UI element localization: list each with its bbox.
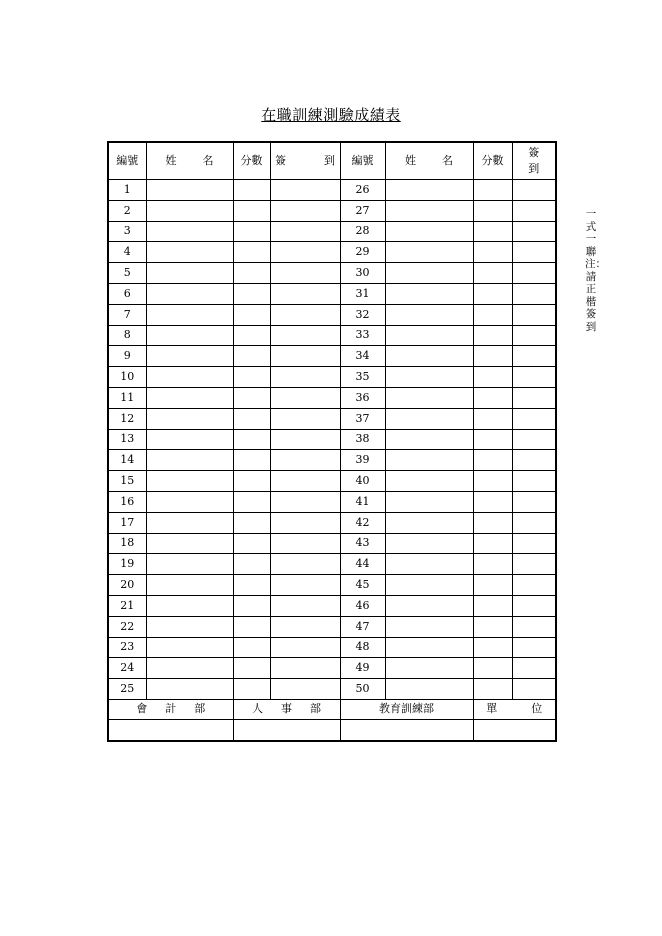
side-note: 一式一聯 注：請正楷簽到 [585, 208, 606, 333]
name-cell-left[interactable] [146, 367, 233, 388]
name-cell-left[interactable] [146, 471, 233, 492]
name-cell-right[interactable] [385, 180, 473, 201]
sign-cell-left[interactable] [270, 637, 340, 658]
row-number-right: 45 [340, 575, 385, 596]
row-number-right: 47 [340, 616, 385, 637]
score-cell-right[interactable] [473, 304, 512, 325]
table-row [108, 387, 556, 408]
footer-hr-c: 部 [310, 702, 321, 716]
score-cell-right[interactable] [473, 637, 512, 658]
score-cell-right[interactable] [473, 512, 512, 533]
row-number-right: 49 [340, 658, 385, 679]
footer-signature-row [108, 719, 556, 741]
score-cell-left[interactable] [233, 263, 270, 284]
table-row [108, 679, 556, 700]
row-number-right: 29 [340, 242, 385, 263]
score-cell-left[interactable] [233, 595, 270, 616]
sign-cell-left[interactable] [270, 325, 340, 346]
score-cell-left[interactable] [233, 429, 270, 450]
table-row [108, 554, 556, 575]
sign-cell-right[interactable] [512, 471, 556, 492]
row-number-left: 3 [108, 221, 146, 242]
header-score-right: 分數 [473, 142, 512, 180]
name-cell-right[interactable] [385, 595, 473, 616]
header-name-right [385, 142, 473, 180]
sign-cell-left[interactable] [270, 679, 340, 700]
sign-cell-left[interactable] [270, 429, 340, 450]
footer-hr-a: 人 [252, 702, 263, 716]
score-cell-right[interactable] [473, 200, 512, 221]
row-number-left: 16 [108, 491, 146, 512]
score-cell-left[interactable] [233, 575, 270, 596]
header-sign-right-a: 簽 [528, 146, 540, 159]
sign-cell-left[interactable] [270, 346, 340, 367]
row-number-right: 41 [340, 491, 385, 512]
table-row [108, 575, 556, 596]
table-row [108, 512, 556, 533]
sign-cell-left[interactable] [270, 263, 340, 284]
name-cell-left[interactable] [146, 263, 233, 284]
score-cell-right[interactable] [473, 658, 512, 679]
row-number-left: 13 [108, 429, 146, 450]
score-cell-right[interactable] [473, 367, 512, 388]
header-name-left [146, 142, 233, 180]
name-cell-left[interactable] [146, 554, 233, 575]
score-cell-left[interactable] [233, 491, 270, 512]
name-cell-left[interactable] [146, 242, 233, 263]
header-name-left-b: 名 [202, 154, 214, 167]
score-cell-right[interactable] [473, 616, 512, 637]
name-cell-left[interactable] [146, 304, 233, 325]
name-cell-left[interactable] [146, 429, 233, 450]
footer-accounting-c: 部 [194, 702, 206, 716]
sign-cell-right[interactable] [512, 637, 556, 658]
name-cell-left[interactable] [146, 679, 233, 700]
sign-cell-right[interactable] [512, 554, 556, 575]
name-cell-right[interactable] [385, 263, 473, 284]
footer-accounting [108, 699, 233, 719]
name-cell-left[interactable] [146, 283, 233, 304]
sign-cell-left[interactable] [270, 221, 340, 242]
name-cell-left[interactable] [146, 533, 233, 554]
score-cell-left[interactable] [233, 616, 270, 637]
row-number-right: 46 [340, 595, 385, 616]
row-number-left: 22 [108, 616, 146, 637]
name-cell-left[interactable] [146, 221, 233, 242]
row-number-right: 50 [340, 679, 385, 700]
score-cell-right[interactable] [473, 180, 512, 201]
score-cell-left[interactable] [233, 637, 270, 658]
name-cell-left[interactable] [146, 575, 233, 596]
row-number-right: 33 [340, 325, 385, 346]
score-cell-right[interactable] [473, 471, 512, 492]
name-cell-right[interactable] [385, 491, 473, 512]
name-cell-left[interactable] [146, 346, 233, 367]
sign-cell-right[interactable] [512, 595, 556, 616]
sign-cell-left[interactable] [270, 533, 340, 554]
table-row [108, 658, 556, 679]
footer-accounting-b: 計 [165, 702, 177, 716]
name-cell-right[interactable] [385, 533, 473, 554]
row-number-left: 19 [108, 554, 146, 575]
header-sign-left-a: 簽 [275, 154, 286, 167]
sign-cell-right[interactable] [512, 679, 556, 700]
sign-cell-left[interactable] [270, 367, 340, 388]
footer-label-row [108, 699, 556, 719]
row-number-right: 42 [340, 512, 385, 533]
row-number-left: 6 [108, 283, 146, 304]
sign-cell-left[interactable] [270, 512, 340, 533]
row-number-left: 14 [108, 450, 146, 471]
table-row [108, 180, 556, 201]
row-number-right: 36 [340, 387, 385, 408]
sign-cell-left[interactable] [270, 658, 340, 679]
name-cell-right[interactable] [385, 346, 473, 367]
sign-cell-right[interactable] [512, 325, 556, 346]
sign-cell-left[interactable] [270, 283, 340, 304]
page-title: 在職訓練測驗成績表 [261, 106, 401, 124]
footer-hr-b: 事 [281, 702, 292, 716]
score-cell-left[interactable] [233, 450, 270, 471]
score-cell-left[interactable] [233, 554, 270, 575]
name-cell-left[interactable] [146, 512, 233, 533]
name-cell-right[interactable] [385, 575, 473, 596]
name-cell-left[interactable] [146, 408, 233, 429]
sign-cell-left[interactable] [270, 575, 340, 596]
table-row [108, 471, 556, 492]
sign-cell-right[interactable] [512, 616, 556, 637]
score-cell-left[interactable] [233, 242, 270, 263]
footer-unit [473, 699, 556, 719]
table-row [108, 450, 556, 471]
name-cell-left[interactable] [146, 637, 233, 658]
sign-cell-right[interactable] [512, 408, 556, 429]
score-cell-right[interactable] [473, 221, 512, 242]
name-cell-right[interactable] [385, 387, 473, 408]
sign-cell-left[interactable] [270, 242, 340, 263]
row-number-left: 23 [108, 637, 146, 658]
row-number-right: 34 [340, 346, 385, 367]
row-number-left: 18 [108, 533, 146, 554]
row-number-left: 8 [108, 325, 146, 346]
sign-cell-right[interactable] [512, 387, 556, 408]
row-number-left: 2 [108, 200, 146, 221]
score-cell-right[interactable] [473, 533, 512, 554]
table-row [108, 429, 556, 450]
score-cell-right[interactable] [473, 325, 512, 346]
name-cell-right[interactable] [385, 325, 473, 346]
table-row [108, 221, 556, 242]
sign-cell-left[interactable] [270, 408, 340, 429]
name-cell-right[interactable] [385, 471, 473, 492]
score-cell-left[interactable] [233, 367, 270, 388]
table-row [108, 367, 556, 388]
row-number-right: 32 [340, 304, 385, 325]
score-cell-left[interactable] [233, 304, 270, 325]
name-cell-right[interactable] [385, 304, 473, 325]
score-cell-right[interactable] [473, 387, 512, 408]
sign-cell-right[interactable] [512, 346, 556, 367]
score-cell-left[interactable] [233, 283, 270, 304]
header-sign-right [512, 142, 556, 180]
row-number-left: 4 [108, 242, 146, 263]
row-number-left: 25 [108, 679, 146, 700]
score-cell-left[interactable] [233, 200, 270, 221]
row-number-left: 21 [108, 595, 146, 616]
row-number-left: 5 [108, 263, 146, 284]
header-no-left: 編號 [108, 142, 146, 180]
score-cell-right[interactable] [473, 283, 512, 304]
sign-cell-right[interactable] [512, 512, 556, 533]
name-cell-right[interactable] [385, 242, 473, 263]
footer-unit-a: 單 [486, 702, 498, 716]
footer-training: 教育訓練部 [340, 699, 473, 719]
header-score-left: 分數 [233, 142, 270, 180]
footer-hr-sign-cell[interactable] [233, 719, 340, 741]
score-cell-left[interactable] [233, 512, 270, 533]
table-row [108, 616, 556, 637]
name-cell-left[interactable] [146, 658, 233, 679]
name-cell-right[interactable] [385, 429, 473, 450]
table-row [108, 408, 556, 429]
sign-cell-left[interactable] [270, 387, 340, 408]
row-number-right: 35 [340, 367, 385, 388]
sign-cell-left[interactable] [270, 450, 340, 471]
sign-cell-right[interactable] [512, 450, 556, 471]
row-number-right: 40 [340, 471, 385, 492]
row-number-left: 17 [108, 512, 146, 533]
header-name-right-b: 名 [442, 154, 453, 167]
row-number-left: 12 [108, 408, 146, 429]
score-cell-right[interactable] [473, 408, 512, 429]
name-cell-left[interactable] [146, 180, 233, 201]
row-number-left: 15 [108, 471, 146, 492]
table-row [108, 637, 556, 658]
score-cell-left[interactable] [233, 325, 270, 346]
header-row [108, 142, 556, 180]
footer-accounting-a: 會 [136, 702, 148, 716]
row-number-right: 38 [340, 429, 385, 450]
score-cell-right[interactable] [473, 595, 512, 616]
score-cell-left[interactable] [233, 387, 270, 408]
header-no-right: 編號 [340, 142, 385, 180]
score-cell-left[interactable] [233, 471, 270, 492]
score-cell-right[interactable] [473, 491, 512, 512]
sign-cell-left[interactable] [270, 200, 340, 221]
table-row [108, 491, 556, 512]
header-sign-right-b: 到 [528, 162, 540, 175]
row-number-right: 43 [340, 533, 385, 554]
name-cell-right[interactable] [385, 512, 473, 533]
header-sign-left [270, 142, 340, 180]
name-cell-left[interactable] [146, 491, 233, 512]
name-cell-right[interactable] [385, 450, 473, 471]
sign-cell-left[interactable] [270, 180, 340, 201]
score-cell-left[interactable] [233, 408, 270, 429]
row-number-right: 37 [340, 408, 385, 429]
row-number-left: 10 [108, 367, 146, 388]
name-cell-right[interactable] [385, 221, 473, 242]
row-number-left: 1 [108, 180, 146, 201]
score-cell-right[interactable] [473, 346, 512, 367]
row-number-right: 39 [340, 450, 385, 471]
table-row [108, 346, 556, 367]
footer-unit-b: 位 [531, 702, 543, 716]
name-cell-left[interactable] [146, 616, 233, 637]
header-name-right-a: 姓 [405, 154, 416, 167]
sign-cell-right[interactable] [512, 283, 556, 304]
row-number-right: 48 [340, 637, 385, 658]
sign-cell-left[interactable] [270, 554, 340, 575]
sign-cell-right[interactable] [512, 263, 556, 284]
table-row [108, 263, 556, 284]
header-sign-left-b: 到 [324, 154, 335, 167]
table-row [108, 200, 556, 221]
sign-cell-left[interactable] [270, 304, 340, 325]
name-cell-right[interactable] [385, 200, 473, 221]
row-number-left: 11 [108, 387, 146, 408]
score-table [107, 141, 557, 742]
score-cell-right[interactable] [473, 575, 512, 596]
row-number-left: 20 [108, 575, 146, 596]
table-row [108, 304, 556, 325]
score-cell-left[interactable] [233, 533, 270, 554]
name-cell-left[interactable] [146, 200, 233, 221]
score-cell-left[interactable] [233, 346, 270, 367]
sign-cell-right[interactable] [512, 242, 556, 263]
sign-cell-right[interactable] [512, 221, 556, 242]
sign-cell-left[interactable] [270, 595, 340, 616]
score-cell-left[interactable] [233, 679, 270, 700]
score-cell-right[interactable] [473, 450, 512, 471]
row-number-right: 26 [340, 180, 385, 201]
sign-cell-left[interactable] [270, 471, 340, 492]
score-cell-left[interactable] [233, 180, 270, 201]
name-cell-right[interactable] [385, 554, 473, 575]
sign-cell-right[interactable] [512, 658, 556, 679]
sign-cell-right[interactable] [512, 304, 556, 325]
name-cell-left[interactable] [146, 450, 233, 471]
row-number-left: 9 [108, 346, 146, 367]
sign-cell-left[interactable] [270, 616, 340, 637]
sign-cell-left[interactable] [270, 491, 340, 512]
name-cell-right[interactable] [385, 616, 473, 637]
footer-accounting-sign-cell[interactable] [108, 719, 233, 741]
table-row [108, 595, 556, 616]
score-cell-right[interactable] [473, 554, 512, 575]
footer-training-sign-cell[interactable] [340, 719, 473, 741]
score-cell-right[interactable] [473, 263, 512, 284]
name-cell-left[interactable] [146, 325, 233, 346]
table-row [108, 242, 556, 263]
sign-cell-right[interactable] [512, 491, 556, 512]
sign-cell-right[interactable] [512, 533, 556, 554]
score-cell-right[interactable] [473, 679, 512, 700]
table-row [108, 533, 556, 554]
score-cell-right[interactable] [473, 242, 512, 263]
name-cell-left[interactable] [146, 595, 233, 616]
row-number-right: 27 [340, 200, 385, 221]
header-name-left-a: 姓 [165, 154, 177, 167]
name-cell-left[interactable] [146, 387, 233, 408]
name-cell-right[interactable] [385, 283, 473, 304]
name-cell-right[interactable] [385, 637, 473, 658]
row-number-right: 31 [340, 283, 385, 304]
row-number-right: 30 [340, 263, 385, 284]
name-cell-right[interactable] [385, 367, 473, 388]
row-number-right: 28 [340, 221, 385, 242]
score-cell-right[interactable] [473, 429, 512, 450]
sign-cell-right[interactable] [512, 575, 556, 596]
table-row [108, 325, 556, 346]
footer-unit-sign-cell[interactable] [473, 719, 556, 741]
score-cell-left[interactable] [233, 658, 270, 679]
row-number-left: 7 [108, 304, 146, 325]
sign-cell-right[interactable] [512, 200, 556, 221]
name-cell-right[interactable] [385, 408, 473, 429]
table-row [108, 283, 556, 304]
sign-cell-right[interactable] [512, 367, 556, 388]
row-number-right: 44 [340, 554, 385, 575]
row-number-left: 24 [108, 658, 146, 679]
score-cell-left[interactable] [233, 221, 270, 242]
sign-cell-right[interactable] [512, 429, 556, 450]
sign-cell-right[interactable] [512, 180, 556, 201]
name-cell-right[interactable] [385, 658, 473, 679]
footer-hr [233, 699, 340, 719]
name-cell-right[interactable] [385, 679, 473, 700]
